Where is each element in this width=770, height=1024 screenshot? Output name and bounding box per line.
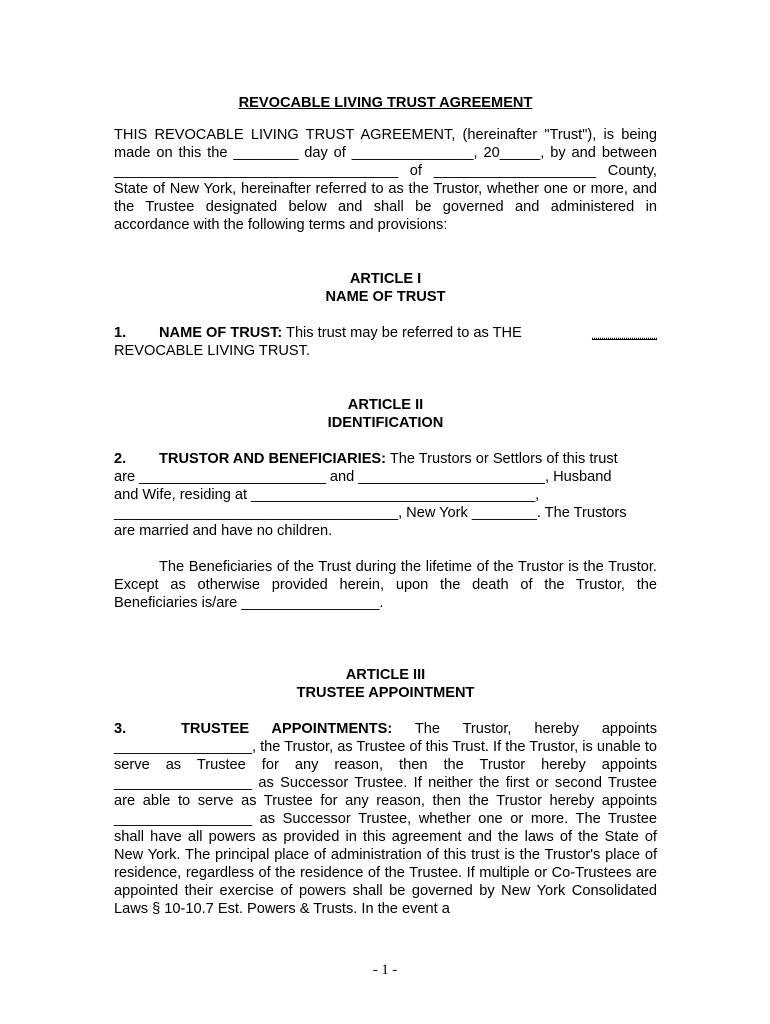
section-1-number: 1. [114, 325, 127, 341]
section-3-title: TRUSTEE APPOINTMENTS: [181, 721, 393, 737]
section-1-text-a: This trust may be referred to as THE [282, 325, 522, 341]
section-1-title: NAME OF TRUST: [159, 325, 283, 341]
trust-name-blank: ________ [592, 325, 657, 341]
section-2-number: 2. [114, 451, 127, 467]
page-number: - 1 - [372, 962, 398, 978]
section-2-line-1: The Trustors or Settlors of this trust [386, 451, 618, 467]
intro-paragraph: THIS REVOCABLE LIVING TRUST AGREEMENT, (hereinafter "Trust"), is being made on this the ________ day of _______________, 20_____, by and between ___________________________________ of ____________________ County, State of New York, hereinafter referred to as the Trustor, whether one or more, and the Trustee designated below and shall be governed and administered in accordance with the following terms and provisions: [114, 127, 657, 233]
article-1-label: ARTICLE I [349, 271, 422, 287]
article-3-label: ARTICLE III [345, 667, 426, 683]
section-2 [114, 450, 657, 540]
section-3 [114, 720, 657, 918]
section-3-text: The Trustor, hereby appoints _________________, the Trustor, as Trustee of this Trust. If the Trustor, is unable to serve as Trustee for any reason, then the Trustor hereby appoints _________________ as Successor Trustee. If neither the first or second Trustee are able to serve as Trustee for any reason, then the Trustor hereby appoints _________________ as Successor Trustee, whether one or more. The Trustee shall have all powers as provided in this agreement and the laws of the State of New York. The principal place of administration of this trust is the Trustor's place of residence, regardless of the residence of the Trustee. If multiple or Co-Trustees are appointed their exercise of powers shall be governed by New York Consolidated Laws § 10-10.7 Est. Powers & Trusts. In the event a [114, 721, 657, 917]
section-1-text-b: REVOCABLE LIVING TRUST. [114, 343, 310, 359]
article-2-label: ARTICLE II [347, 397, 424, 413]
section-1 [114, 324, 657, 360]
section-2-line-3: and Wife, residing at ___________________________________, [114, 487, 540, 503]
article-3-name: TRUSTEE APPOINTMENT [296, 685, 475, 701]
section-2-line-2: are _______________________ and _______________________, Husband [114, 469, 612, 485]
document-page [114, 94, 657, 918]
document-title: REVOCABLE LIVING TRUST AGREEMENT [238, 95, 533, 111]
article-2-name: IDENTIFICATION [327, 415, 444, 431]
section-2-title: TRUSTOR AND BENEFICIARIES: [159, 451, 387, 467]
section-2-line-5: are married and have no children. [114, 523, 333, 539]
section-2-line-4: ___________________________________, New York ________. The Trustors [114, 505, 627, 521]
article-1-name: NAME OF TRUST [325, 289, 446, 305]
beneficiaries-paragraph: The Beneficiaries of the Trust during the lifetime of the Trustor is the Trustor. Except as otherwise provided herein, upon the death of the Trustor, the Beneficiaries is/are _________________. [114, 559, 657, 611]
section-3-number: 3. [114, 721, 127, 737]
